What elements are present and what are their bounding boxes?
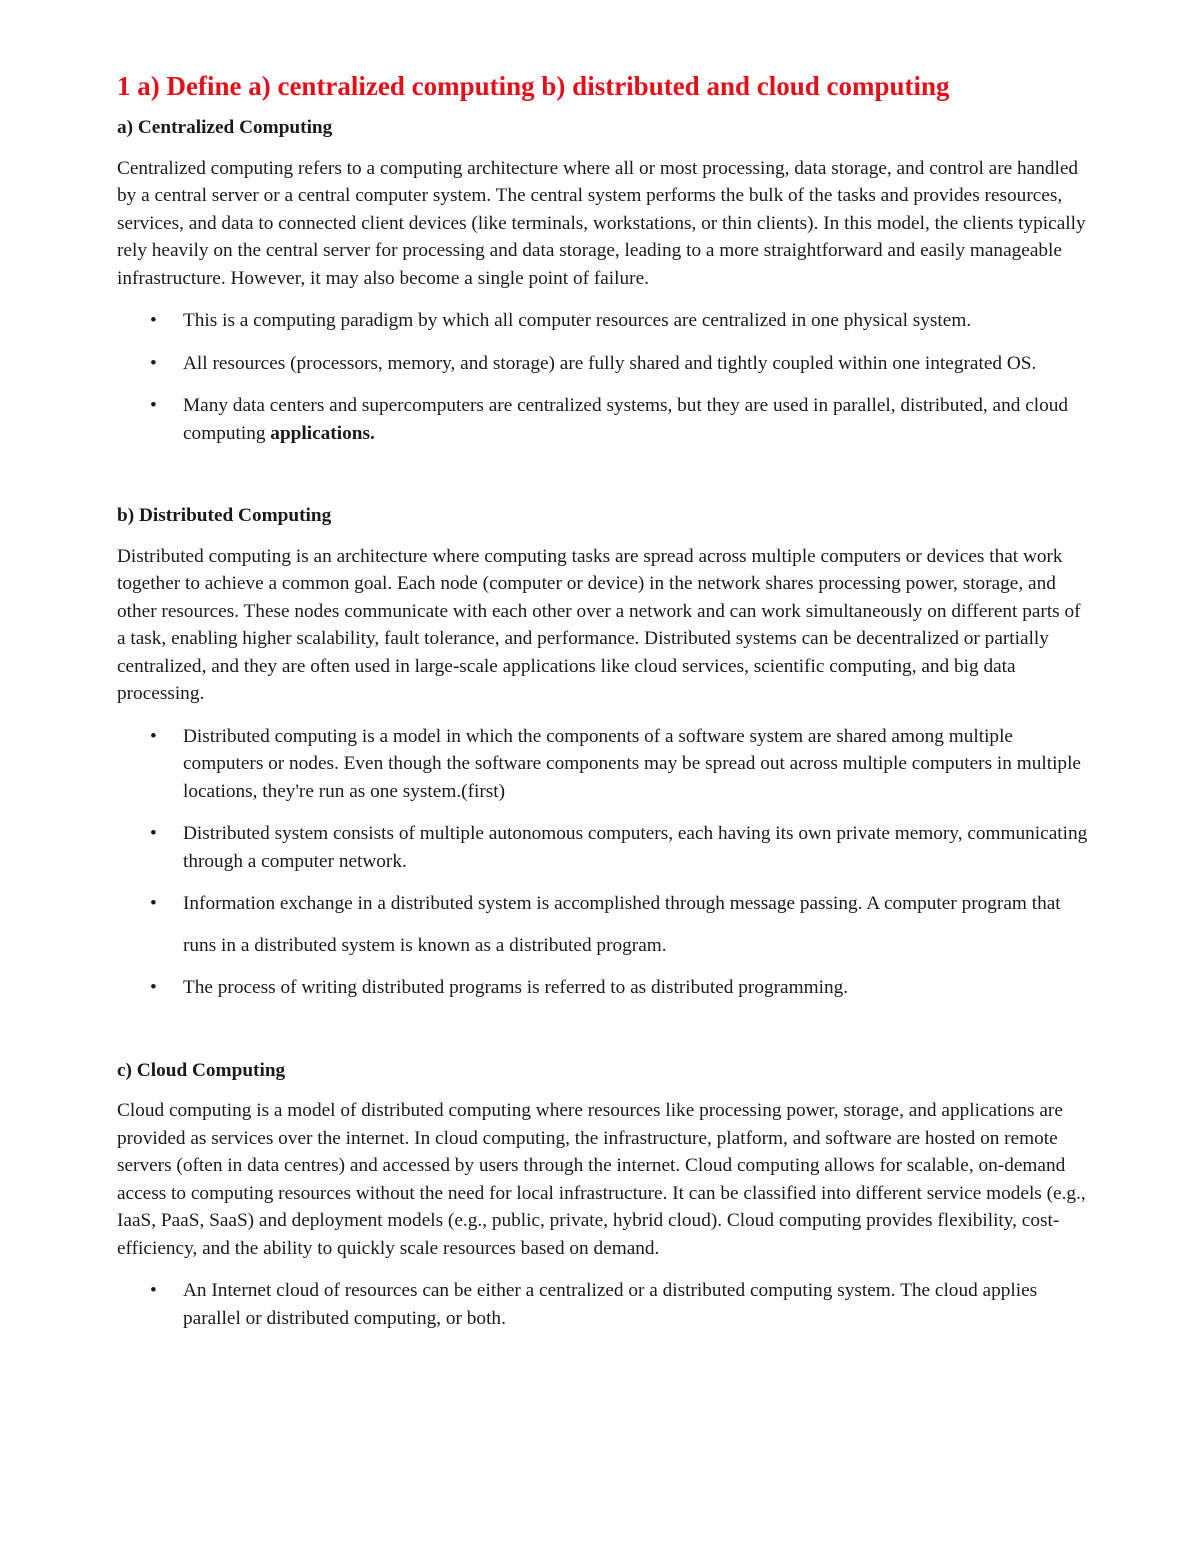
paragraph-centralized: Centralized computing refers to a computing architecture where all or most processing, data storage, and control are handled by a central server or a central computer system. The central system performs the bulk of the tasks and provides resources, services, and data to connected client devices (like terminals, workstations, or thin clients). In this model, the clients typically rely heavily on the central server for processing and data storage, leading to a more straightforward and easily manageable infrastructure. However, it may also become a single point of failure. <box>117 157 1086 289</box>
list-item-text: This is a computing paradigm by which all computer resources are centralized in one physical system. <box>183 310 972 331</box>
bullet-list-centralized <box>117 307 1092 447</box>
paragraph-distributed: Distributed computing is an architecture where computing tasks are spread across multiple computers or devices that work together to achieve a common goal. Each node (computer or device) in the network shares processing power, storage, and other resources. These nodes communicate with each other over a network and can work simultaneously on different parts of a task, enabling higher scalability, fault tolerance, and performance. Distributed systems can be decentralized or partially centralized, and they are often used in large-scale applications like cloud services, scientific computing, and big data processing. <box>117 545 1081 704</box>
section-spacer <box>117 462 1092 502</box>
list-item <box>117 350 1092 378</box>
list-item-emphasis: applications. <box>270 422 375 444</box>
page-title: 1 a) Define a) centralized computing b) distributed and cloud computing <box>117 71 950 101</box>
bullet-icon: • <box>150 725 157 747</box>
list-item <box>117 974 1092 1002</box>
section-heading-centralized: a) Centralized Computing <box>117 117 333 138</box>
bullet-list-cloud <box>117 1277 1092 1332</box>
bullet-icon: • <box>150 395 157 416</box>
list-item-text: Distributed system consists of multiple autonomous computers, each having its own private memory, communicating through a computer network. <box>183 823 1088 872</box>
bullet-icon: • <box>150 352 157 374</box>
bullet-icon: • <box>150 893 157 914</box>
bullet-icon: • <box>150 977 157 998</box>
list-item <box>117 883 1092 967</box>
list-item <box>117 307 1092 335</box>
section-cloud <box>117 1057 1092 1333</box>
bullet-icon: • <box>150 1280 157 1301</box>
list-item-text: An Internet cloud of resources can be either a centralized or a distributed computing system. The cloud applies parallel or distributed computing, or both. <box>183 1280 1038 1329</box>
document-page <box>117 62 1092 1347</box>
section-heading-cloud: c) Cloud Computing <box>117 1059 286 1081</box>
section-heading-distributed: b) Distributed Computing <box>117 505 332 526</box>
list-item-text: All resources (processors, memory, and storage) are fully shared and tightly coupled within one integrated OS. <box>183 352 1037 374</box>
list-item <box>117 723 1092 806</box>
bullet-list-distributed <box>117 723 1092 1002</box>
bullet-icon: • <box>150 310 157 331</box>
section-spacer <box>117 1017 1092 1057</box>
section-distributed <box>117 502 1092 1002</box>
paragraph-cloud: Cloud computing is a model of distributed computing where resources like processing power, storage, and applications are provided as services over the internet. In cloud computing, the infrastructure, platform, and software are hosted on remote servers (often in data centres) and accessed by users through the internet. Cloud computing allows for scalable, on-demand access to computing resources without the need for local infrastructure. It can be classified into different service models (e.g., IaaS, PaaS, SaaS) and deployment models (e.g., public, private, hybrid cloud). Cloud computing provides flexibility, cost-efficiency, and the ability to quickly scale resources based on demand. <box>117 1100 1086 1259</box>
list-item <box>117 392 1092 447</box>
list-item <box>117 1277 1092 1332</box>
list-item <box>117 820 1092 875</box>
bullet-icon: • <box>150 823 157 844</box>
section-centralized <box>117 114 1092 447</box>
list-item-text: Distributed computing is a model in which the components of a software system are shared among multiple computers or nodes. Even though the software components may be spread out across multiple computers in multiple locations, they're run as one system.(first) <box>183 725 1081 802</box>
list-item-text: Information exchange in a distributed system is accomplished through message passing. A computer program that runs in a distributed system is known as a distributed program. <box>183 893 1061 956</box>
list-item-text: The process of writing distributed programs is referred to as distributed programming. <box>183 977 849 998</box>
list-item-text: Many data centers and supercomputers are centralized systems, but they are used in parallel, distributed, and cloud computing <box>183 395 1069 444</box>
